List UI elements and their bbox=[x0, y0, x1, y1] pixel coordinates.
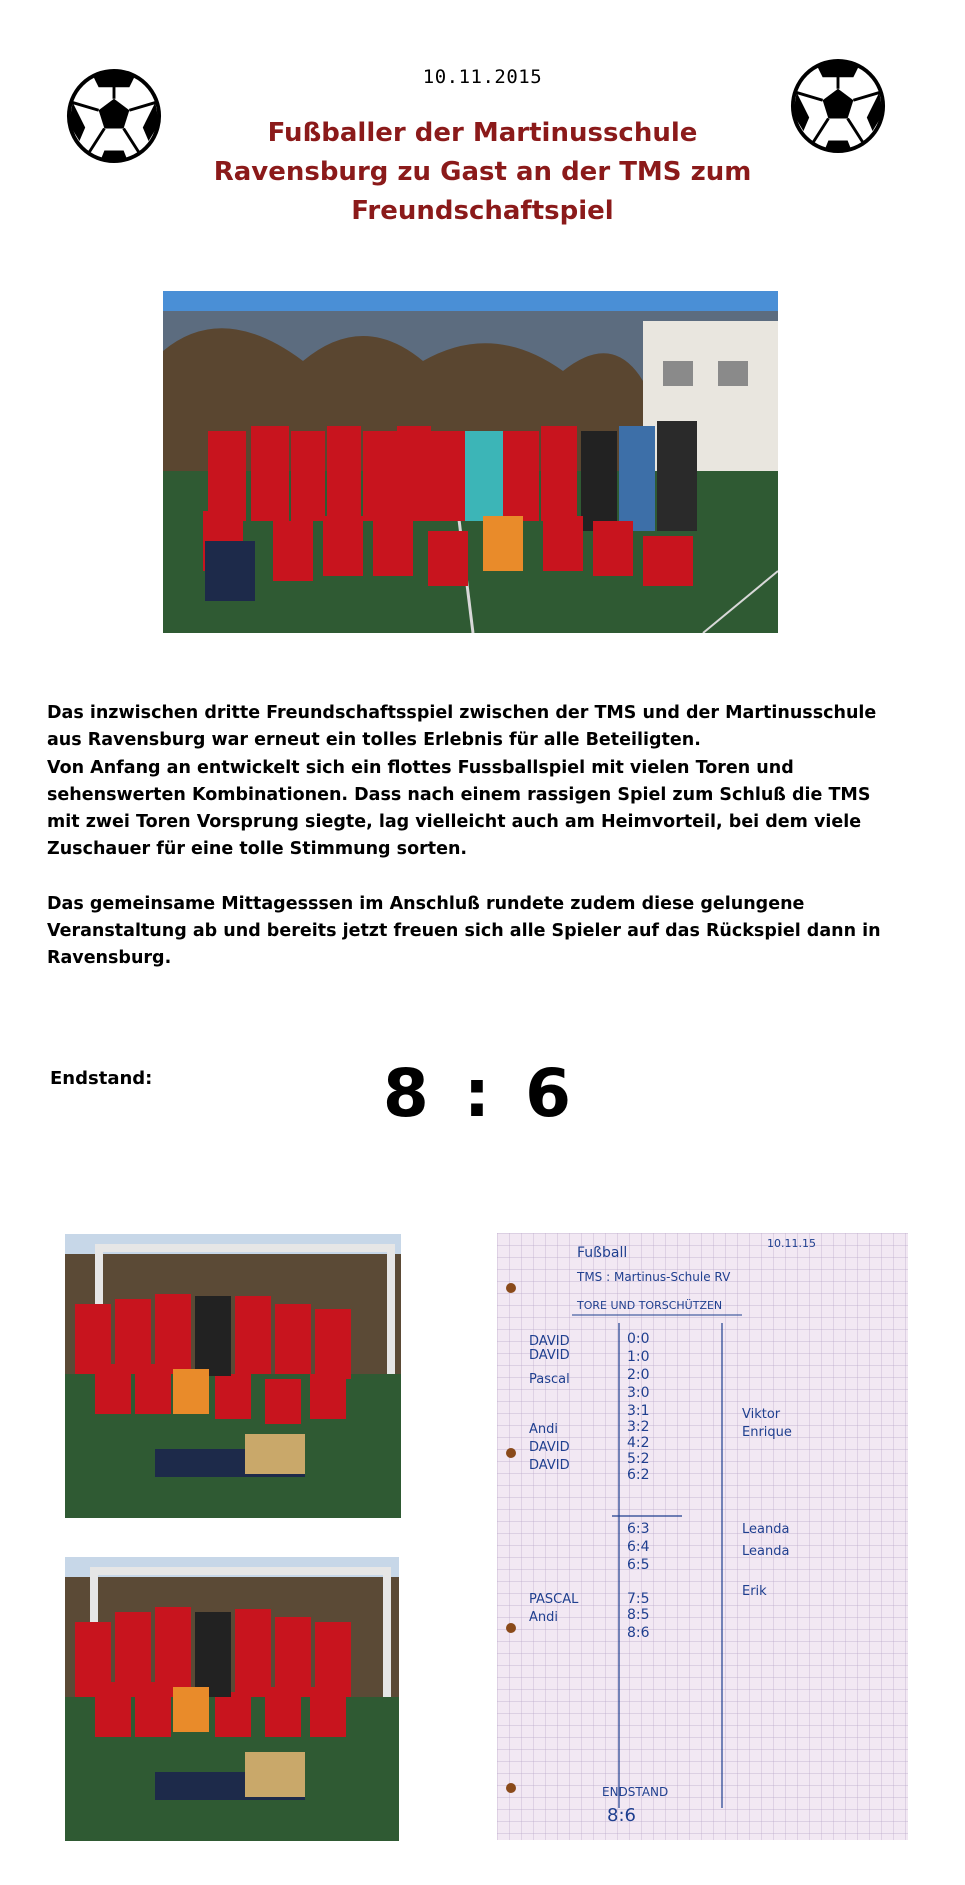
title-line: Fußballer der Martinusschule bbox=[267, 118, 698, 148]
team-photo bbox=[65, 1557, 399, 1841]
scorer-name: PASCAL bbox=[529, 1592, 579, 1607]
article-title bbox=[170, 114, 795, 231]
scorer-name: DAVID bbox=[529, 1334, 570, 1349]
scorer-name: Leanda bbox=[742, 1522, 790, 1537]
score-entry: 3:2 bbox=[627, 1419, 650, 1435]
title-line: Ravensburg zu Gast an der TMS zum bbox=[213, 157, 752, 187]
scorer-name: Leanda bbox=[742, 1544, 790, 1559]
score-entry: 3:1 bbox=[627, 1403, 650, 1419]
paragraph: Von Anfang an entwickelt sich ein flottes Fussballspiel mit vielen Toren und sehenswerten Kombinationen. Dass nach einem rassigen Spiel zum Schluß die TMS mit zwei Toren Vorsprung siegte, lag vielleicht auch am Heimvorteil, bei dem viele Zuschauer für eine tolle Stimmung sorten. bbox=[47, 757, 871, 860]
score-entry: 7:5 bbox=[627, 1591, 650, 1607]
paragraph: Das gemeinsame Mittagesssen im Anschluß rundete zudem diese gelungene Veranstaltung ab und bereits jetzt freuen sich alle Spieler auf das Rückspiel dann in Ravensburg. bbox=[47, 893, 881, 969]
score-entry: 4:2 bbox=[627, 1435, 650, 1451]
score-entry: 2:0 bbox=[627, 1367, 650, 1383]
sheet-subtitle: TORE UND TORSCHÜTZEN bbox=[577, 1299, 723, 1312]
final-score-label: Endstand: bbox=[50, 1068, 153, 1089]
score-entry: 8:6 bbox=[627, 1625, 650, 1641]
sheet-teams: TMS : Martinus-Schule RV bbox=[577, 1270, 731, 1284]
scorer-name: Erik bbox=[742, 1584, 767, 1599]
score-entry: 1:0 bbox=[627, 1349, 650, 1365]
scorer-name: DAVID bbox=[529, 1458, 570, 1473]
scorer-name: DAVID bbox=[529, 1440, 570, 1455]
final-score: 8 : 6 bbox=[382, 1055, 578, 1132]
article-date: 10.11.2015 bbox=[422, 66, 543, 88]
paragraph: Das inzwischen dritte Freundschaftsspiel zwischen der TMS und der Martinusschule aus Ravensburg war erneut ein tolles Erlebnis für alle Beteiligten. bbox=[47, 703, 877, 751]
score-entry: 8:5 bbox=[627, 1607, 650, 1623]
scorer-name: Viktor bbox=[742, 1407, 781, 1422]
score-entry: 6:2 bbox=[627, 1467, 650, 1483]
score-entry: 6:5 bbox=[627, 1557, 650, 1573]
score-entry: 6:4 bbox=[627, 1539, 650, 1555]
article-body bbox=[47, 700, 907, 973]
scorer-name: Pascal bbox=[529, 1372, 570, 1387]
sheet-heading: Fußball bbox=[577, 1245, 628, 1261]
score-entry: 0:0 bbox=[627, 1331, 650, 1347]
sheet-footer: ENDSTAND bbox=[602, 1785, 669, 1799]
scorer-name: Enrique bbox=[742, 1425, 792, 1440]
sheet-final: 8:6 bbox=[607, 1805, 636, 1826]
team-photo bbox=[65, 1234, 401, 1518]
score-sheet bbox=[497, 1233, 908, 1840]
scorer-name: Andi bbox=[529, 1610, 558, 1625]
group-photo bbox=[163, 291, 778, 633]
sheet-date: 10.11.15 bbox=[767, 1237, 816, 1250]
score-entry: 3:0 bbox=[627, 1385, 650, 1401]
title-line: Freundschaftspiel bbox=[351, 196, 614, 226]
scorer-name: Andi bbox=[529, 1422, 558, 1437]
score-entry: 5:2 bbox=[627, 1451, 650, 1467]
scorer-name: DAVID bbox=[529, 1348, 570, 1363]
score-entry: 6:3 bbox=[627, 1521, 650, 1537]
